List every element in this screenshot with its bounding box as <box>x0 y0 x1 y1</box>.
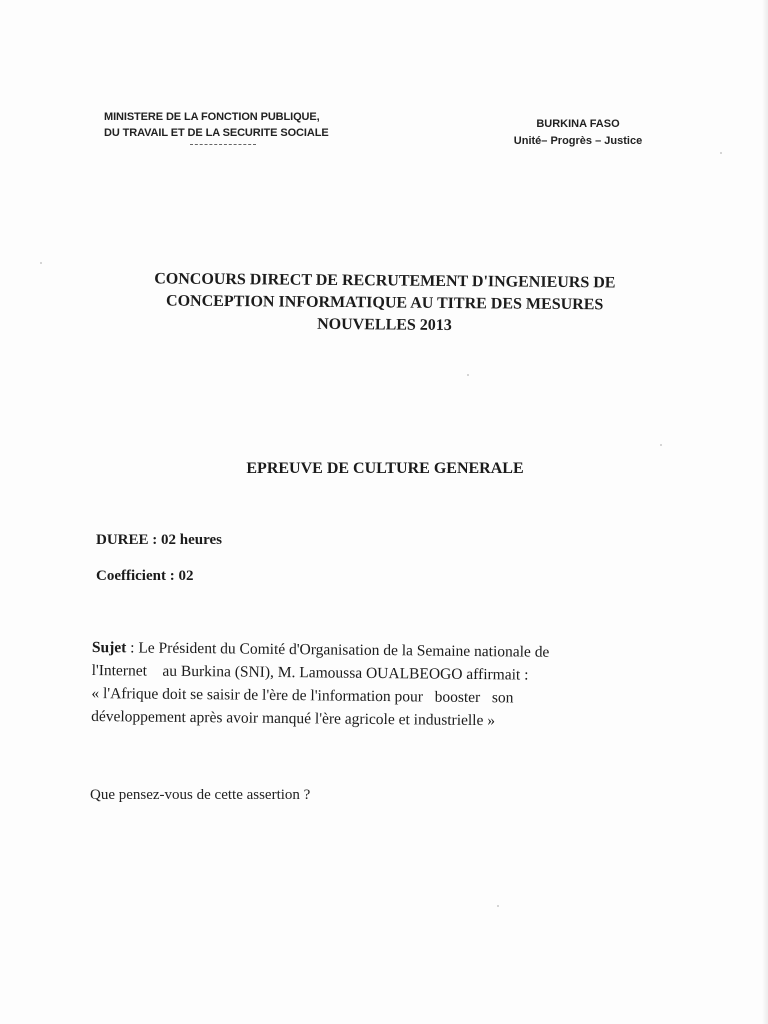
exam-title <box>109 268 660 339</box>
exam-title-line-3: NOUVELLES 2013 <box>317 315 452 334</box>
subject-line-4-text: développement après avoir manqué l'ère agricole et industrielle » <box>91 707 496 730</box>
country-name: BURKINA FASO <box>536 118 620 130</box>
subject-line-4 <box>91 705 665 734</box>
ministry-line-2: DU TRAVAIL ET DE LA SECURITE SOCIALE <box>104 127 329 139</box>
scan-speck <box>40 262 42 264</box>
subject-paragraph <box>91 636 666 734</box>
duration-label: DUREE : 02 heures <box>96 532 222 548</box>
scan-speck <box>467 374 469 376</box>
coefficient-label: Coefficient : 02 <box>96 568 194 584</box>
subject-line-1-rest: : Le Président du Comité d'Organisation de la Semaine nationale de <box>126 639 550 661</box>
ministry-line-1: MINISTERE DE LA FONCTION PUBLIQUE, <box>104 111 320 123</box>
header-divider <box>190 144 256 145</box>
exam-title-line-1: CONCOURS DIRECT DE RECRUTEMENT D'INGENIEURS DE <box>154 270 616 292</box>
question-text: Que pensez-vous de cette assertion ? <box>90 787 311 803</box>
subject-line-3-text: « l'Afrique doit se saisir de l'ère de l'information pour booster son <box>91 684 514 707</box>
epreuve-heading: EPREUVE DE CULTURE GENERALE <box>246 460 524 477</box>
ministry-header <box>104 109 354 145</box>
country-header <box>488 116 668 150</box>
subject-label: Sujet <box>91 638 127 657</box>
scan-speck <box>720 152 722 154</box>
scan-edge <box>762 0 768 1024</box>
exam-title-line-2: CONCEPTION INFORMATIQUE AU TITRE DES MESURES <box>165 292 604 314</box>
subject-line-2-text: l'Internet au Burkina (SNI), M. Lamoussa OUALBEOGO affirmait : <box>91 661 529 684</box>
scan-speck <box>660 444 662 446</box>
scan-speck <box>497 905 499 907</box>
country-motto: Unité– Progrès – Justice <box>513 135 643 147</box>
